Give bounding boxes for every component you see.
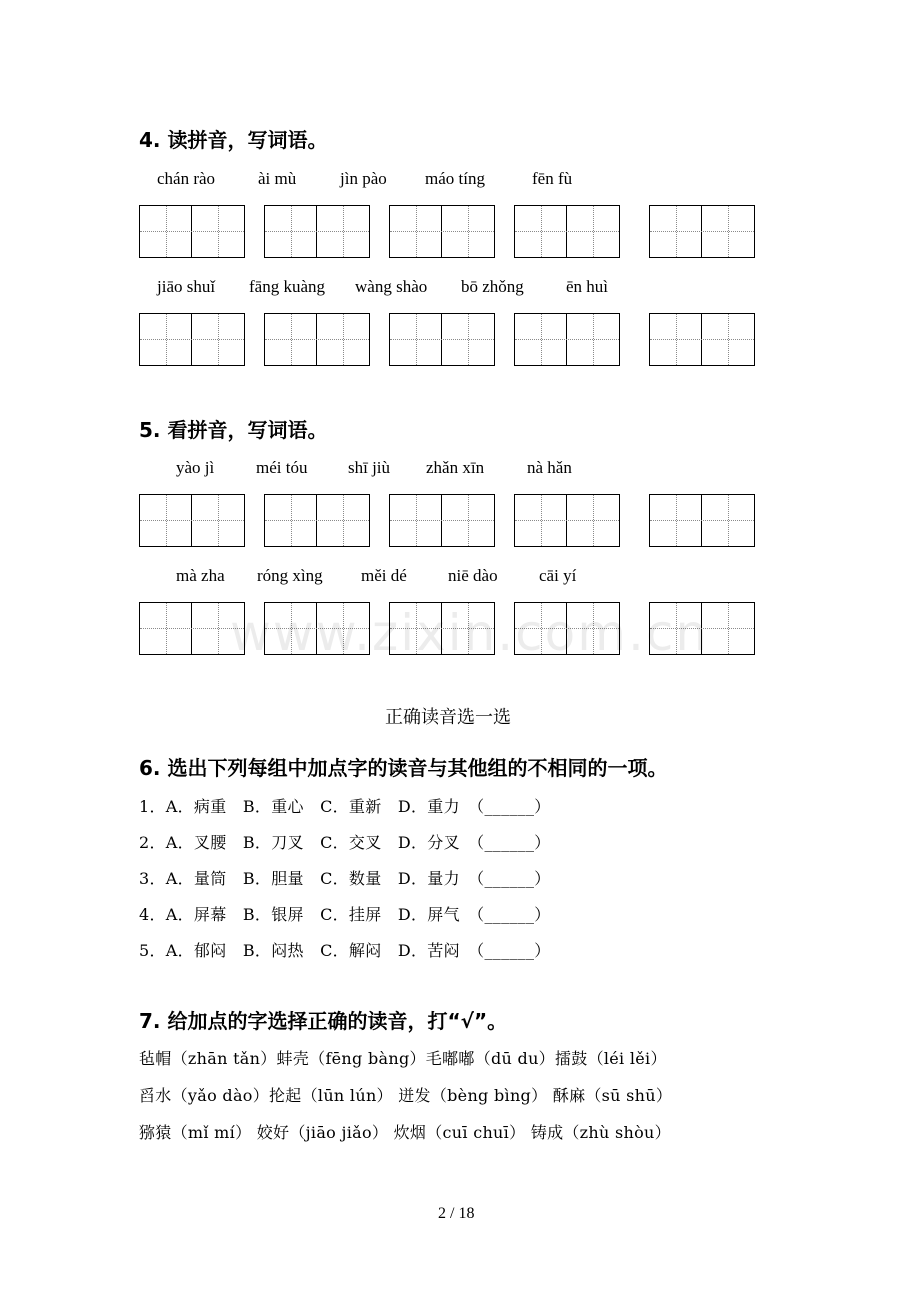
q4-pinyin-9: bō zhǒng: [461, 277, 524, 296]
writing-box[interactable]: [649, 494, 755, 547]
q5-title: 5. 看拼音，写词语。: [139, 418, 328, 442]
writing-box[interactable]: [264, 313, 370, 366]
watermark: www.zixin.com.cn: [230, 604, 710, 662]
q7-line-3: 猕猿（mǐ mí） 姣好（jiāo jiǎo） 炊烟（cuī chuī） 铸成（zhù shòu）: [139, 1123, 671, 1142]
q6-title: 6. 选出下列每组中加点字的读音与其他组的不相同的一项。: [139, 756, 668, 780]
q6-item-2: 2．A．叉腰 B．刀叉 C．交叉 D．分叉 （______）: [139, 833, 551, 852]
q5-pinyin-8: měi dé: [361, 566, 407, 585]
writing-box[interactable]: [389, 494, 495, 547]
q4-pinyin-2: ài mù: [258, 169, 297, 188]
writing-box[interactable]: [139, 313, 245, 366]
q5-pinyin-3: shī jiù: [348, 458, 391, 477]
q7-line-1: 毡帽（zhān tǎn）蚌壳（fēng bàng）毛嘟嘟（dū du）擂鼓（léi lěi）: [139, 1049, 667, 1068]
q5-pinyin-4: zhǎn xīn: [426, 458, 485, 477]
q7-title: 7. 给加点的字选择正确的读音，打“√”。: [139, 1009, 508, 1033]
writing-box[interactable]: [264, 494, 370, 547]
q4-pinyin-8: wàng shào: [355, 277, 428, 296]
q5-pinyin-7: róng xìng: [257, 566, 323, 585]
writing-box[interactable]: [514, 494, 620, 547]
q4-pinyin-4: máo tíng: [425, 169, 485, 188]
q7-line-2: 舀水（yǎo dào）抡起（lūn lún） 迸发（bèng bìng） 酥麻（sū shū）: [139, 1086, 673, 1105]
writing-box[interactable]: [514, 313, 620, 366]
q6-item-5: 5．A．郁闷 B．闷热 C．解闷 D．苦闷 （______）: [139, 941, 551, 960]
q6-item-3: 3．A．量筒 B．胆量 C．数量 D．量力 （______）: [139, 869, 551, 888]
q5-pinyin-10: cāi yí: [539, 566, 577, 585]
writing-box[interactable]: [264, 205, 370, 258]
writing-box[interactable]: [514, 205, 620, 258]
q5-pinyin-1: yào jì: [176, 458, 215, 477]
q4-pinyin-10: ēn huì: [566, 277, 609, 296]
writing-box[interactable]: [139, 494, 245, 547]
q4-pinyin-7: fāng kuàng: [249, 277, 326, 296]
writing-box[interactable]: [649, 205, 755, 258]
q4-pinyin-3: jìn pào: [340, 169, 387, 188]
page-number: 2 / 18: [438, 1205, 475, 1222]
writing-box[interactable]: [389, 205, 495, 258]
q5-pinyin-9: niē dào: [448, 566, 498, 585]
q6-item-4: 4．A．屏幕 B．银屏 C．挂屏 D．屏气 （______）: [139, 905, 551, 924]
q5-pinyin-2: méi tóu: [256, 458, 308, 477]
q4-pinyin-1: chán rào: [157, 169, 216, 188]
writing-box[interactable]: [649, 313, 755, 366]
section-heading: 正确读音选一选: [385, 707, 511, 728]
q5-pinyin-5: nà hǎn: [527, 458, 572, 477]
q4-title: 4. 读拼音，写词语。: [139, 128, 328, 152]
q6-item-1: 1．A．病重 B．重心 C．重新 D．重力 （______）: [139, 797, 551, 816]
writing-box[interactable]: [139, 205, 245, 258]
writing-box[interactable]: [389, 313, 495, 366]
q4-pinyin-5: fēn fù: [532, 169, 573, 188]
q5-pinyin-6: mà zha: [176, 566, 225, 585]
q4-pinyin-6: jiāo shuǐ: [157, 277, 216, 296]
